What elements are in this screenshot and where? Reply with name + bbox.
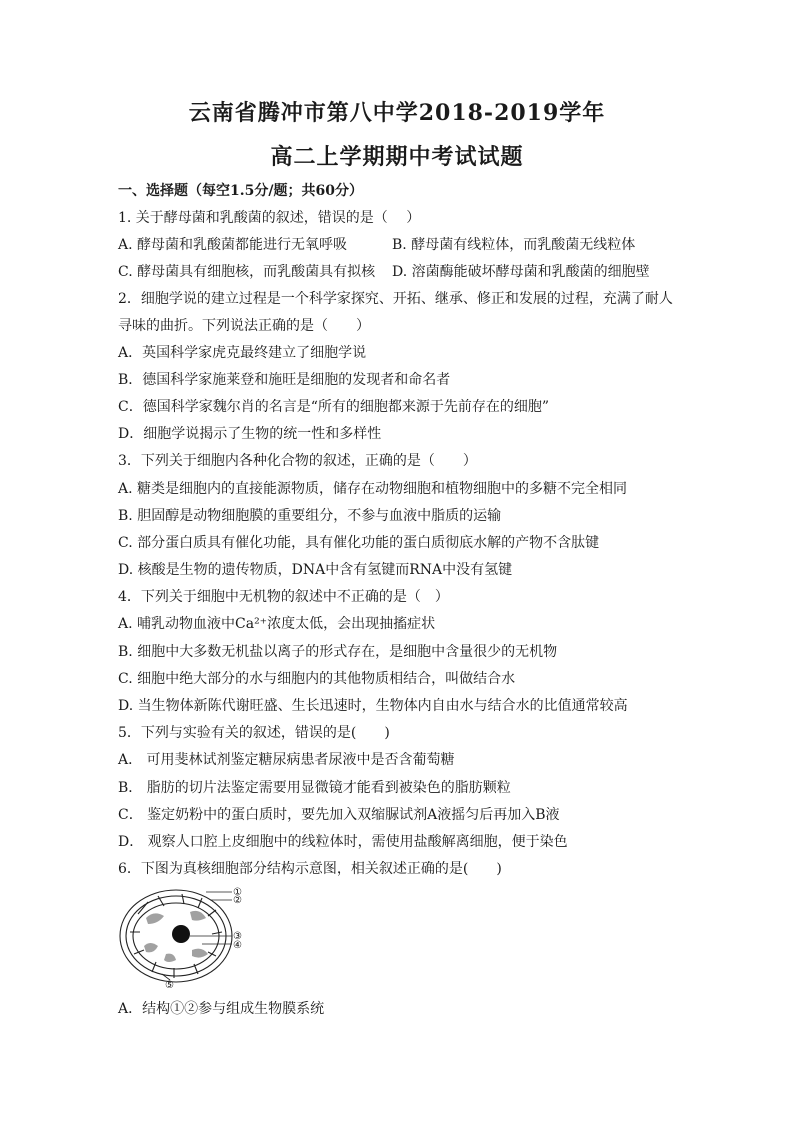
question-4-option-d: D. 当生物体新陈代谢旺盛、生长迅速时，生物体内自由水与结合水的比值通常较高 [118, 698, 628, 714]
question-3-option-d: D. 核酸是生物的遗传物质，DNA中含有氢键而RNA中没有氢键 [118, 562, 513, 578]
figure-label-1: ① [233, 887, 242, 898]
figure-label-2: ② [233, 895, 242, 906]
exam-title-line2: 高二上学期期中考试试题 [270, 144, 524, 170]
question-4-option-c: C. 细胞中绝大部分的水与细胞内的其他物质相结合，叫做结合水 [118, 671, 516, 687]
cell-structure-figure [118, 884, 250, 988]
question-5-option-b: B． 脂肪的切片法鉴定需要用显微镜才能看到被染色的脂肪颗粒 [118, 780, 511, 796]
question-3-option-a: A. 糖类是细胞内的直接能源物质，储存在动物细胞和植物细胞中的多糖不完全相同 [118, 481, 628, 497]
question-4-option-a: A. 哺乳动物血液中Ca²⁺浓度太低，会出现抽搐症状 [118, 616, 436, 632]
question-5-option-d: D． 观察人口腔上皮细胞中的线粒体时，需使用盐酸解离细胞，便于染色 [118, 834, 568, 850]
question-6-option-a: A．结构①②参与组成生物膜系统 [118, 1001, 325, 1017]
section-heading: 一、选择题（每空1.5分/题；共60分） [118, 183, 363, 199]
question-1-option-a: A. 酵母菌和乳酸菌都能进行无氧呼吸 [118, 237, 348, 253]
question-2-option-a: A．英国科学家虎克最终建立了细胞学说 [118, 345, 367, 361]
question-2-option-b: B．德国科学家施莱登和施旺是细胞的发现者和命名者 [118, 372, 451, 388]
question-1-option-b: B. 酵母菌有线粒体，而乳酸菌无线粒体 [392, 237, 636, 253]
question-5-option-a: A． 可用斐林试剂鉴定糖尿病患者尿液中是否含葡萄糖 [118, 752, 455, 768]
question-4-option-b: B. 细胞中大多数无机盐以离子的形式存在，是细胞中含量很少的无机物 [118, 644, 558, 660]
question-2-option-d: D．细胞学说揭示了生物的统一性和多样性 [118, 426, 382, 442]
question-1-option-c: C. 酵母菌具有细胞核，而乳酸菌具有拟核 [118, 264, 376, 280]
question-6-stem: 6．下图为真核细胞部分结构示意图，相关叙述正确的是( ) [118, 861, 502, 877]
question-5-option-c: C． 鉴定奶粉中的蛋白质时，要先加入双缩脲试剂A液摇匀后再加入B液 [118, 807, 560, 823]
nucleus-dot [172, 925, 190, 943]
question-1-option-d: D. 溶菌酶能破坏酵母菌和乳酸菌的细胞壁 [392, 264, 650, 280]
question-4-stem: 4．下列关于细胞中无机物的叙述中不正确的是（ ） [118, 589, 449, 605]
question-1-stem: 1. 关于酵母菌和乳酸菌的叙述，错误的是（ ） [118, 210, 421, 226]
figure-label-4: ④ [233, 940, 242, 951]
question-5-stem: 5．下列与实验有关的叙述，错误的是( ) [118, 725, 390, 741]
question-3-stem: 3．下列关于细胞内各种化合物的叙述，正确的是（ ） [118, 453, 477, 469]
question-3-option-b: B. 胆固醇是动物细胞膜的重要组分，不参与血液中脂质的运输 [118, 508, 502, 524]
question-2-stem-line1: 2．细胞学说的建立过程是一个科学家探究、开拓、继承、修正和发展的过程，充满了耐人 [118, 291, 673, 307]
question-3-option-c: C. 部分蛋白质具有催化功能，具有催化功能的蛋白质彻底水解的产物不含肽键 [118, 535, 600, 551]
figure-label-5: ⑤ [165, 980, 174, 988]
exam-title-line1: 云南省腾冲市第八中学2018-2019学年 [188, 100, 606, 126]
question-2-stem-line2: 寻味的曲折。下列说法正确的是（ ） [118, 318, 370, 334]
question-2-option-c: C．德国科学家魏尔肖的名言是“所有的细胞都来源于先前存在的细胞” [118, 399, 550, 415]
figure-label-3: ③ [233, 931, 242, 942]
